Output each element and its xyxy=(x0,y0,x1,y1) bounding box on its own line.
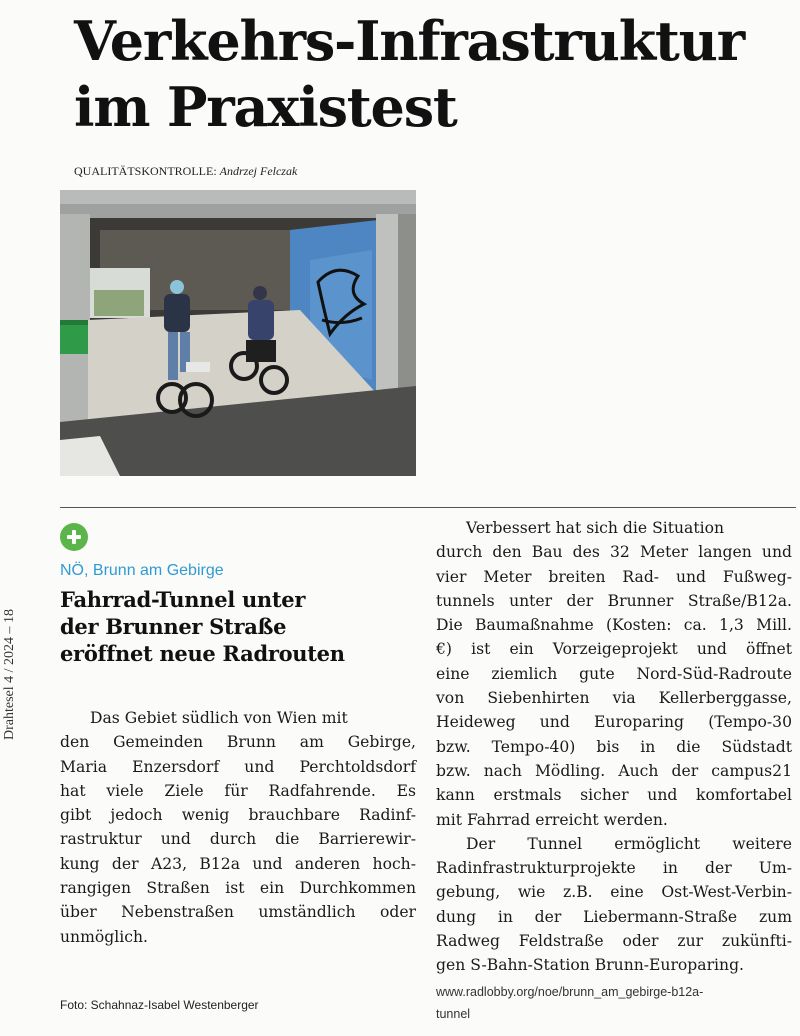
text-line: dung in der Liebermann-Straße zum xyxy=(436,907,792,926)
text-line: Radweg Feldstraße oder zur zukünfti- xyxy=(436,932,792,951)
text-line: Der Tunnel ermöglicht weitere xyxy=(466,834,792,853)
text-line: bzw. Tempo-40) bis in die Südstadt xyxy=(436,737,792,756)
radlobby-link[interactable] xyxy=(436,981,796,1025)
text-line: €) ist ein Vorzeigeprojekt und öffnet xyxy=(436,640,792,659)
text-line: Radinfrastrukturprojekte in der Um- xyxy=(436,859,792,878)
text-line: rangigen Straßen ist ein Durchkommen xyxy=(60,879,416,898)
left-column-text xyxy=(60,706,416,949)
article-subheadline xyxy=(60,586,420,667)
tunnel-photo-illustration xyxy=(60,190,416,476)
plus-circle-icon xyxy=(60,523,88,551)
text-line: von Siebenhirten via Kellerberggasse, xyxy=(436,689,792,708)
text-line: den Gemeinden Brunn am Gebirge, xyxy=(60,733,416,752)
author-credit xyxy=(74,164,297,179)
issue-page-text: Drahtesel 4 / 2024 – 18 xyxy=(2,608,17,740)
text-line: gebung, wie z.B. eine Ost-West-Verbin- xyxy=(436,883,792,902)
text-line: Verbessert hat sich die Situation xyxy=(466,519,725,537)
text-line: über Nebenstraßen umständlich oder xyxy=(60,903,416,922)
credit-name: Andrzej Felczak xyxy=(219,164,298,178)
text-line: hat viele Ziele für Radfahrende. Es xyxy=(60,781,416,800)
headline-line: im Praxistest xyxy=(74,75,457,139)
location-label: NÖ, Brunn am Gebirge xyxy=(60,562,224,579)
text-line: unmöglich. xyxy=(60,927,148,946)
text-line: kung der A23, B12a und anderen hoch- xyxy=(60,854,416,873)
text-line: gibt jedoch wenig brauchbare Radinf- xyxy=(60,806,416,825)
text-line: Die Baumaßnahme (Kosten: ca. 1,3 Mill. xyxy=(436,616,792,635)
text-line: Maria Enzersdorf und Perchtoldsdorf xyxy=(60,757,416,776)
tunnel-photo xyxy=(60,190,416,476)
credit-label: QUALITÄTSKONTROLLE: xyxy=(74,164,217,178)
text-line: mit Fahrrad erreicht werden. xyxy=(436,810,668,829)
link-line[interactable]: www.radlobby.org/noe/brunn_am_gebirge-b12a- xyxy=(436,985,704,999)
subhead-line: der Brunner Straße xyxy=(60,614,287,639)
text-line: rastruktur und durch die Barrierewir- xyxy=(60,830,416,849)
photo-credit: Foto: Schahnaz-Isabel Westenberger xyxy=(60,998,259,1012)
text-line: Heideweg und Europaring (Tempo-30 xyxy=(436,713,792,732)
subhead-line: eröffnet neue Radrouten xyxy=(60,641,345,666)
right-column-text xyxy=(436,516,792,978)
text-line: tunnels unter der Brunner Straße/B12a. xyxy=(436,591,792,610)
link-line[interactable]: tunnel xyxy=(436,1007,471,1021)
text-line: kann erstmals sicher und komfortabel xyxy=(436,786,792,805)
text-line: eine ziemlich gute Nord-Süd-Radroute xyxy=(436,664,792,683)
text-line: durch den Bau des 32 Meter langen und xyxy=(436,543,792,562)
text-line: Das Gebiet südlich von Wien mit xyxy=(90,709,348,727)
text-line: bzw. nach Mödling. Auch der campus21 xyxy=(436,761,792,780)
text-line: gen S-Bahn-Station Brunn-Europaring. xyxy=(436,956,745,975)
section-divider xyxy=(60,507,796,508)
headline-line: Verkehrs-Infrastruktur xyxy=(74,9,744,73)
text-line: vier Meter breiten Rad- und Fußweg- xyxy=(436,567,792,586)
subhead-line: Fahrrad-Tunnel unter xyxy=(60,587,306,612)
headline xyxy=(74,8,794,140)
